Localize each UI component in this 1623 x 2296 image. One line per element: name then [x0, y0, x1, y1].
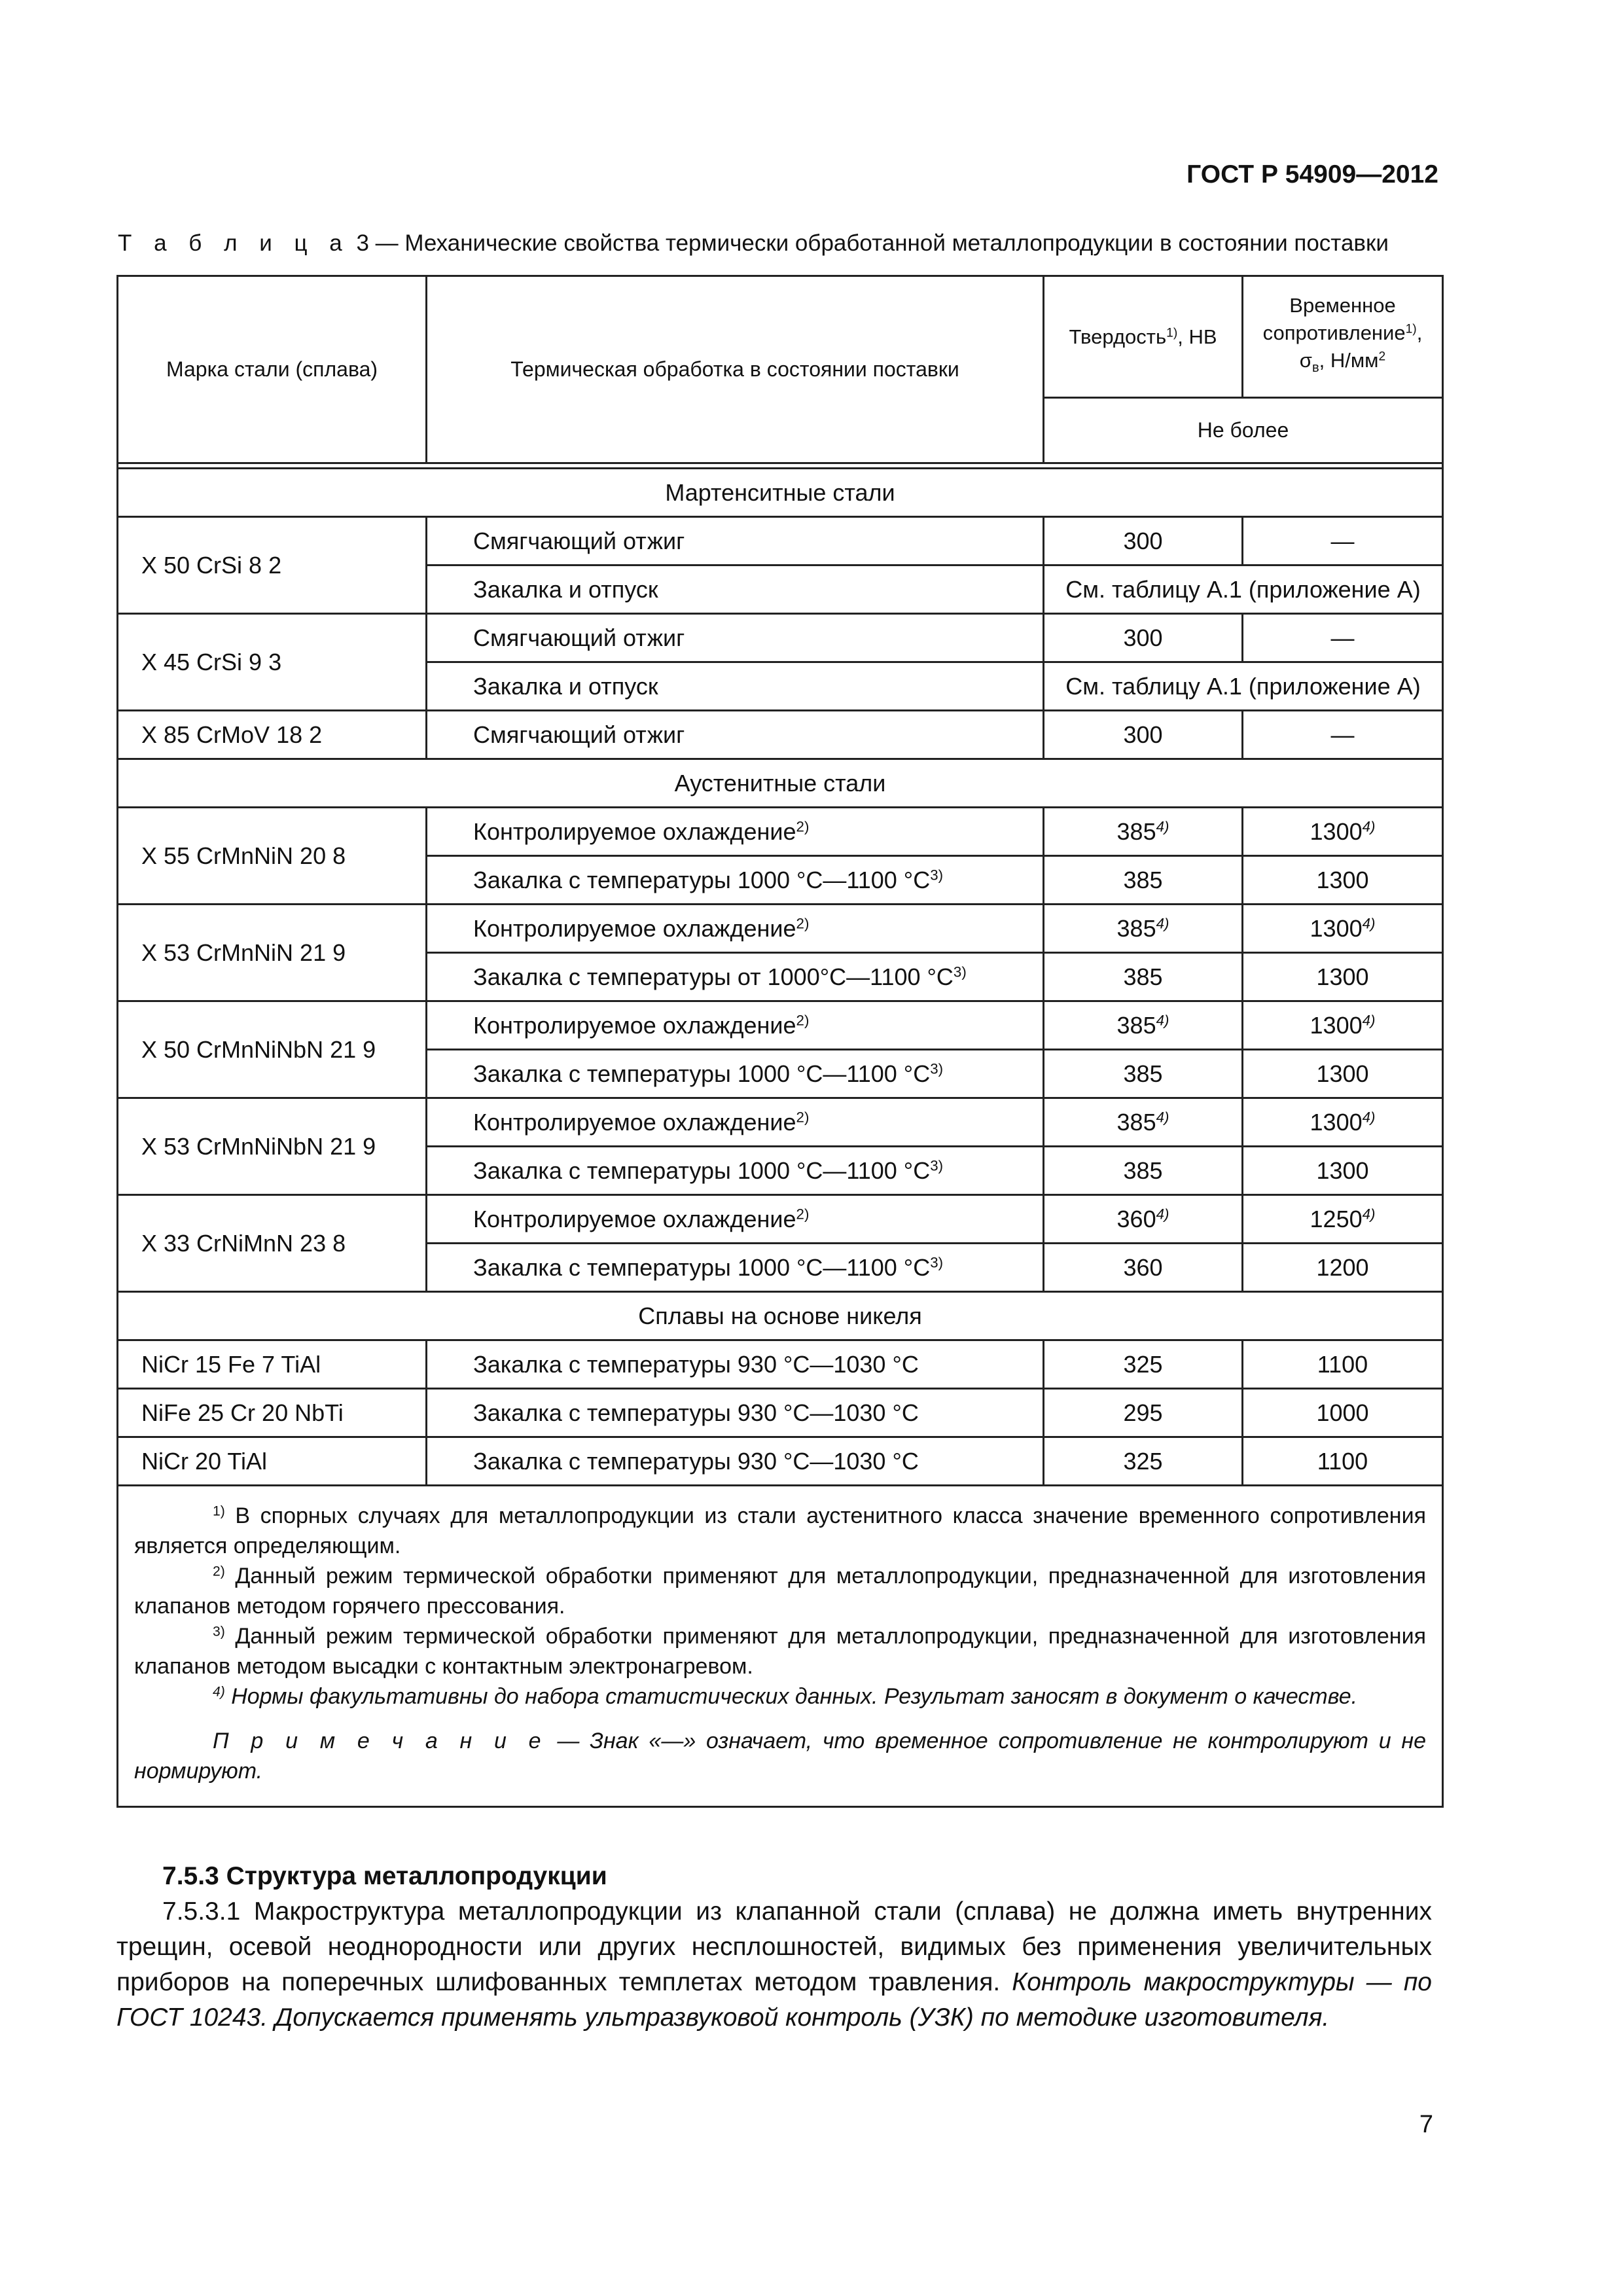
footnote-ref: 4) — [1362, 818, 1376, 835]
note-label: П р и м е ч а н и е — [213, 1729, 547, 1753]
treatment-text: Контролируемое охлаждение — [473, 1205, 796, 1232]
strength-value: 1200 — [1243, 1244, 1443, 1292]
footnote-3-mark: 3) — [213, 1624, 225, 1640]
treatment: Закалка с температуры 930 °С—1030 °С — [427, 1340, 1044, 1389]
hardness-value: 385 — [1044, 953, 1243, 1001]
header-strength-label: сопротивление — [1262, 321, 1406, 344]
hardness-value — [1044, 808, 1243, 856]
treatment — [427, 808, 1044, 856]
treatment-text: Контролируемое охлаждение — [473, 1108, 796, 1136]
hardness-value: 385 — [1044, 1050, 1243, 1098]
footnote-3-text: Данный режим термической обработки применяют для металлопродукции, предназначенной для изготовления клапанов методом высадки с контактным электронагревом. — [134, 1624, 1426, 1679]
footnote-ref: 4) — [1156, 1206, 1169, 1223]
footnote-ref: 2) — [796, 818, 810, 835]
header-strength-unit-sup: 2 — [1378, 350, 1386, 364]
strength-value: — — [1243, 711, 1443, 759]
header-strength-sigma: σ — [1299, 348, 1312, 372]
footnote-ref: 4) — [1156, 915, 1169, 932]
strength-value — [1243, 1195, 1443, 1244]
footnote-ref: 2) — [796, 1206, 810, 1223]
treatment-text: Закалка с температуры 1000 °С—1100 °С — [473, 866, 931, 893]
hardness-value — [1044, 905, 1243, 953]
hardness-value: 300 — [1044, 614, 1243, 662]
mechanical-properties-table — [116, 275, 1444, 1808]
steel-grade: NiCr 20 TiAl — [118, 1437, 427, 1486]
strength-value: 1300 — [1243, 856, 1443, 905]
footnote-3 — [134, 1621, 1426, 1681]
table-caption — [118, 230, 1505, 257]
header-hardness-label: Твердость — [1069, 325, 1167, 348]
hardness-number: 385 — [1116, 1108, 1156, 1136]
header-double-rule — [118, 463, 1443, 469]
footnote-ref: 3) — [953, 963, 967, 980]
strength-value: 1300 — [1243, 1050, 1443, 1098]
header-strength-line1: Временное — [1289, 293, 1396, 317]
hardness-value: 360 — [1044, 1244, 1243, 1292]
footnote-ref: 4) — [1156, 818, 1169, 835]
footnote-ref: 3) — [930, 1254, 944, 1271]
steel-grade: X 33 CrNiMnN 23 8 — [118, 1195, 427, 1292]
paragraph-italic-text: Контроль макроструктуры — по ГОСТ 10243. Допускается применять ультразвуковой контроль (УЗК) по методике изготовителя. — [116, 1968, 1432, 2032]
footnote-ref: 2) — [796, 915, 810, 932]
header-treatment: Термическая обработка в состоянии поставки — [427, 276, 1044, 463]
strength-number: 1300 — [1310, 1011, 1363, 1039]
hardness-number: 360 — [1116, 1205, 1156, 1232]
treatment: Закалка с температуры 930 °С—1030 °С — [427, 1389, 1044, 1437]
footnote-ref: 3) — [930, 867, 944, 884]
footnote-2 — [134, 1561, 1426, 1621]
section-paragraph — [116, 1894, 1432, 2036]
treatment — [427, 1244, 1044, 1292]
header-strength-line3 — [1243, 347, 1442, 382]
hardness-value: 295 — [1044, 1389, 1243, 1437]
document-code: ГОСТ Р 54909—2012 — [1186, 160, 1438, 188]
treatment-text: Закалка с температуры от 1000°С—1100 °С — [473, 963, 954, 990]
footnote-ref: 2) — [796, 1109, 810, 1126]
treatment-text: Контролируемое охлаждение — [473, 817, 796, 845]
hardness-value — [1044, 1001, 1243, 1050]
steel-grade: X 53 CrMnNiN 21 9 — [118, 905, 427, 1001]
footnote-ref: 3) — [930, 1157, 944, 1174]
paragraph-text: 7.5.3.1 Макроструктура металлопродукции из клапанной стали (сплава) не должна иметь внутренних трещин, осевой неоднородности или других несплошностей, видимых без применения увеличительных приборов на поперечных шлифованных темплетах методом травления. — [116, 1897, 1432, 1996]
footnote-ref: 3) — [930, 1060, 944, 1077]
hardness-number: 385 — [1116, 914, 1156, 942]
strength-number: 1250 — [1310, 1205, 1363, 1232]
strength-value: 1300 — [1243, 953, 1443, 1001]
footnote-2-mark: 2) — [213, 1564, 225, 1579]
hardness-value: 385 — [1044, 856, 1243, 905]
treatment: Смягчающий отжиг — [427, 614, 1044, 662]
header-strength-sub: в — [1311, 361, 1319, 376]
steel-grade: X 53 CrMnNiNbN 21 9 — [118, 1098, 427, 1195]
page-number: 7 — [1419, 2111, 1433, 2138]
table-footnotes — [118, 1486, 1443, 1807]
footnote-ref: 4) — [1362, 1206, 1376, 1223]
section-martensitic: Мартенситные стали — [118, 469, 1443, 517]
header-steel-grade: Марка стали (сплава) — [118, 276, 427, 463]
strength-number: 1300 — [1310, 914, 1363, 942]
table-caption-prefix: Т а б л и ц а — [118, 230, 350, 256]
treatment: Закалка и отпуск — [427, 662, 1044, 711]
footnote-2-text: Данный режим термической обработки применяют для металлопродукции, предназначенной для изготовления клапанов методом горячего прессования. — [134, 1564, 1426, 1619]
footnote-1-text: В спорных случаях для металлопродукции из стали аустенитного класса значение временного сопротивления является определяющим. — [134, 1503, 1426, 1558]
treatment-text: Закалка с температуры 1000 °С—1100 °С — [473, 1253, 931, 1281]
header-strength-comma: , — [1416, 321, 1423, 344]
hardness-value: 300 — [1044, 711, 1243, 759]
strength-value: — — [1243, 517, 1443, 565]
strength-value: 1100 — [1243, 1437, 1443, 1486]
section-heading: 7.5.3 Структура металлопродукции — [162, 1862, 607, 1890]
table-note — [134, 1726, 1426, 1786]
treatment — [427, 856, 1044, 905]
treatment — [427, 1001, 1044, 1050]
footnote-4-mark: 4) — [213, 1684, 225, 1700]
strength-value: — — [1243, 614, 1443, 662]
strength-number: 1300 — [1310, 817, 1363, 845]
treatment: Закалка и отпуск — [427, 565, 1044, 614]
treatment — [427, 953, 1044, 1001]
hardness-value: 385 — [1044, 1147, 1243, 1195]
treatment-text: Контролируемое охлаждение — [473, 914, 796, 942]
steel-grade: X 55 CrMnNiN 20 8 — [118, 808, 427, 905]
strength-value — [1243, 808, 1443, 856]
footnote-1-mark: 1) — [213, 1503, 225, 1519]
note-text: — Знак «—» означает, что временное сопротивление не контролируют и не нормируют. — [134, 1729, 1426, 1784]
hardness-value: 300 — [1044, 517, 1243, 565]
footnote-ref: 4) — [1156, 1012, 1169, 1029]
appendix-reference: См. таблицу А.1 (приложение А) — [1044, 662, 1443, 711]
footnote-ref: 4) — [1362, 1012, 1376, 1029]
hardness-value — [1044, 1195, 1243, 1244]
footnote-ref: 4) — [1156, 1109, 1169, 1126]
steel-grade: X 50 CrMnNiNbN 21 9 — [118, 1001, 427, 1098]
strength-value: 1100 — [1243, 1340, 1443, 1389]
footnote-ref: 4) — [1362, 1109, 1376, 1126]
strength-value: 1300 — [1243, 1147, 1443, 1195]
treatment: Смягчающий отжиг — [427, 711, 1044, 759]
steel-grade: X 50 CrSi 8 2 — [118, 517, 427, 614]
header-hardness — [1044, 276, 1243, 398]
footnote-ref: 4) — [1362, 915, 1376, 932]
steel-grade: NiFe 25 Cr 20 NbTi — [118, 1389, 427, 1437]
strength-value — [1243, 1001, 1443, 1050]
hardness-value: 325 — [1044, 1437, 1243, 1486]
header-strength-line2 — [1243, 319, 1442, 347]
steel-grade: NiCr 15 Fe 7 TiAl — [118, 1340, 427, 1389]
header-hardness-footnote: 1) — [1166, 325, 1178, 340]
treatment — [427, 1050, 1044, 1098]
treatment — [427, 1147, 1044, 1195]
table-caption-text: 3 — Механические свойства термически обработанной металлопродукции в состоянии поставки — [349, 230, 1389, 256]
strength-number: 1300 — [1310, 1108, 1363, 1136]
treatment-text: Закалка с температуры 1000 °С—1100 °С — [473, 1157, 931, 1184]
hardness-value: 325 — [1044, 1340, 1243, 1389]
section-nickel-alloys: Сплавы на основе никеля — [118, 1292, 1443, 1340]
treatment-text: Закалка с температуры 1000 °С—1100 °С — [473, 1060, 931, 1087]
treatment — [427, 905, 1044, 953]
section-7-5-3 — [116, 1859, 1432, 2036]
hardness-value — [1044, 1098, 1243, 1147]
appendix-reference: См. таблицу А.1 (приложение А) — [1044, 565, 1443, 614]
steel-grade: X 85 CrMoV 18 2 — [118, 711, 427, 759]
hardness-number: 385 — [1116, 1011, 1156, 1039]
header-strength-unit: , Н/мм — [1319, 348, 1379, 372]
header-hardness-unit: , НВ — [1177, 325, 1217, 348]
footnote-ref: 2) — [796, 1012, 810, 1029]
section-austenitic: Аустенитные стали — [118, 759, 1443, 808]
treatment — [427, 1195, 1044, 1244]
header-not-more: Не более — [1044, 398, 1443, 463]
treatment: Смягчающий отжиг — [427, 517, 1044, 565]
footnote-4-text: Нормы факультативны до набора статистических данных. Результат заносят в документ о качестве. — [224, 1684, 1358, 1709]
treatment: Закалка с температуры 930 °С—1030 °С — [427, 1437, 1044, 1486]
footnote-1 — [134, 1501, 1426, 1561]
header-strength-footnote: 1) — [1405, 322, 1417, 336]
footnote-4 — [134, 1681, 1426, 1712]
strength-value — [1243, 1098, 1443, 1147]
steel-grade: X 45 CrSi 9 3 — [118, 614, 427, 711]
treatment — [427, 1098, 1044, 1147]
hardness-number: 385 — [1116, 817, 1156, 845]
strength-value — [1243, 905, 1443, 953]
strength-value: 1000 — [1243, 1389, 1443, 1437]
header-tensile-strength — [1243, 276, 1443, 398]
treatment-text: Контролируемое охлаждение — [473, 1011, 796, 1039]
